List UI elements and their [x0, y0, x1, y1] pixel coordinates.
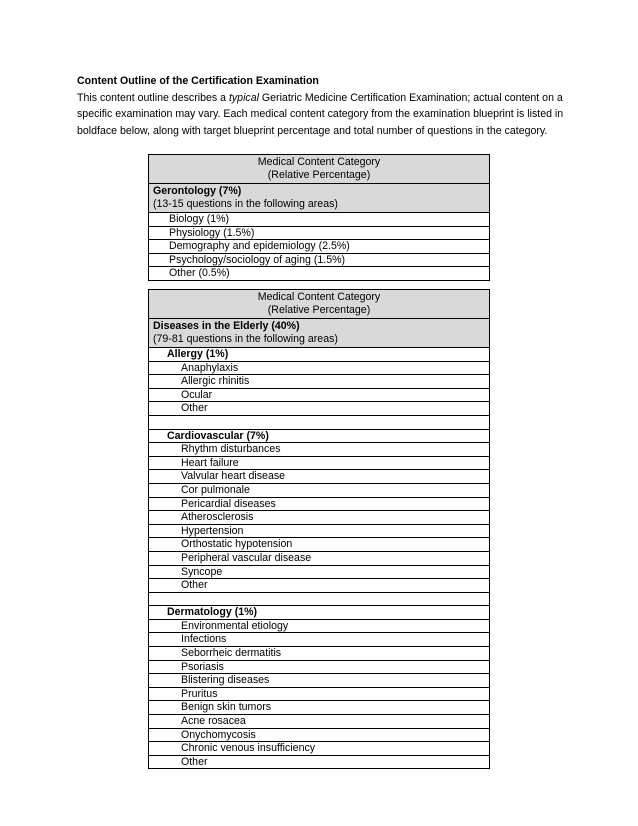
item-cell: Orthostatic hypotension: [149, 538, 490, 552]
table-row: [149, 253, 490, 267]
table-row: [149, 538, 490, 552]
table-row: [149, 742, 490, 756]
header-line-1: Medical Content Category: [257, 156, 381, 168]
item-cell: Benign skin tumors: [149, 701, 490, 715]
section-row: [149, 429, 490, 443]
table-row: [149, 443, 490, 457]
table-row: [149, 728, 490, 742]
table-row: [149, 511, 490, 525]
item-cell: Chronic venous insufficiency: [149, 742, 490, 756]
header-line-2: (Relative Percentage): [267, 169, 371, 181]
intro-text-end: Geriatric Medicine Certification Examination; actual content on a specific examination may vary. Each medical content category from the examination blueprint is listed in boldface below, along with target blueprint percentage and total number of questions in the category.: [77, 91, 564, 137]
item-cell: Seborrheic dermatitis: [149, 647, 490, 661]
table-row: [149, 226, 490, 240]
item-cell: Onychomycosis: [149, 728, 490, 742]
table-row: [149, 619, 490, 633]
table-header: [149, 155, 490, 184]
blank-cell: [149, 592, 490, 606]
header-line-2: (Relative Percentage): [267, 304, 371, 316]
section-row: [149, 606, 490, 620]
table-row: [149, 524, 490, 538]
item-cell: Demography and epidemiology (2.5%): [149, 240, 490, 254]
group-row: [149, 319, 490, 348]
blank-row: [149, 415, 490, 429]
item-cell: Hypertension: [149, 524, 490, 538]
intro-text-emphasis: typical: [228, 91, 259, 104]
group-title: Diseases in the Elderly (40%): [153, 320, 300, 332]
item-cell: Infections: [149, 633, 490, 647]
table-row: [149, 579, 490, 593]
item-cell: Environmental etiology: [149, 619, 490, 633]
table-row: [149, 647, 490, 661]
item-cell: Biology (1%): [149, 213, 490, 227]
section-title: Cardiovascular (7%): [149, 429, 490, 443]
header-line-1: Medical Content Category: [257, 291, 381, 303]
table-header: [149, 290, 490, 319]
item-cell: Pruritus: [149, 687, 490, 701]
item-cell: Syncope: [149, 565, 490, 579]
table-row: [149, 470, 490, 484]
table-row: [149, 388, 490, 402]
diseases-table: [148, 289, 490, 769]
table-row: [149, 715, 490, 729]
table-row: [149, 267, 490, 281]
item-cell: Psychology/sociology of aging (1.5%): [149, 253, 490, 267]
item-cell: Ocular: [149, 388, 490, 402]
group-row: [149, 184, 490, 213]
item-cell: Heart failure: [149, 456, 490, 470]
item-cell: Other: [149, 579, 490, 593]
table-row: [149, 633, 490, 647]
table-row: [149, 687, 490, 701]
section-title: Allergy (1%): [149, 348, 490, 362]
table-row: [149, 361, 490, 375]
table-row: [149, 497, 490, 511]
item-cell: Other: [149, 402, 490, 416]
item-cell: Blistering diseases: [149, 674, 490, 688]
group-cell: [149, 184, 490, 213]
blank-cell: [149, 415, 490, 429]
section-title: Dermatology (1%): [149, 606, 490, 620]
blank-row: [149, 592, 490, 606]
group-title: Gerontology (7%): [153, 185, 242, 197]
intro-section: [77, 73, 577, 139]
item-cell: Psoriasis: [149, 660, 490, 674]
group-subtitle: (13-15 questions in the following areas): [153, 198, 338, 210]
table-row: [149, 456, 490, 470]
item-cell: Physiology (1.5%): [149, 226, 490, 240]
table-row: [149, 565, 490, 579]
table-row: [149, 701, 490, 715]
table-row: [149, 674, 490, 688]
section-row: [149, 348, 490, 362]
group-subtitle: (79-81 questions in the following areas): [153, 333, 338, 345]
item-cell: Rhythm disturbances: [149, 443, 490, 457]
table-header-row: [149, 290, 490, 319]
item-cell: Valvular heart disease: [149, 470, 490, 484]
table-header-row: [149, 155, 490, 184]
intro-text-start: This content outline describes a: [77, 91, 229, 104]
item-cell: Peripheral vascular disease: [149, 551, 490, 565]
table-row: [149, 402, 490, 416]
group-cell: [149, 319, 490, 348]
table-row: [149, 375, 490, 389]
item-cell: Anaphylaxis: [149, 361, 490, 375]
table-row: [149, 755, 490, 769]
item-cell: Other: [149, 755, 490, 769]
item-cell: Atherosclerosis: [149, 511, 490, 525]
table-row: [149, 483, 490, 497]
gerontology-table: [148, 154, 490, 281]
intro-paragraph: [77, 90, 577, 140]
item-cell: Cor pulmonale: [149, 483, 490, 497]
table-row: [149, 213, 490, 227]
section-heading: Content Outline of the Certification Examination: [77, 75, 319, 87]
item-cell: Pericardial diseases: [149, 497, 490, 511]
item-cell: Other (0.5%): [149, 267, 490, 281]
item-cell: Acne rosacea: [149, 715, 490, 729]
table-row: [149, 660, 490, 674]
item-cell: Allergic rhinitis: [149, 375, 490, 389]
table-row: [149, 551, 490, 565]
table-row: [149, 240, 490, 254]
